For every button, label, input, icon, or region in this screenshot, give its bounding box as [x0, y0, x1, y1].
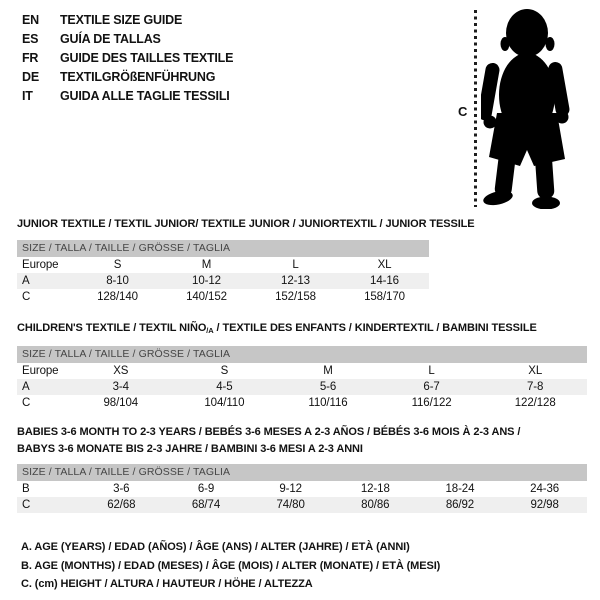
value-cell: 12-18 [360, 483, 390, 495]
value-cell: 9-12 [279, 483, 302, 495]
table-row [17, 379, 587, 395]
value-cell: 122/128 [514, 397, 556, 409]
table-row [17, 363, 587, 379]
value-cell: 128/140 [97, 291, 138, 303]
value-cell: 12-13 [281, 275, 310, 287]
row-label-cell: B [22, 483, 30, 495]
language-list [22, 10, 233, 105]
value-cell: 3-6 [113, 483, 130, 495]
table-row [17, 257, 429, 273]
row-label-cell: C [22, 291, 31, 303]
value-cell: 152/158 [275, 291, 316, 303]
value-cell: S [220, 365, 229, 377]
value-cell: 4-5 [216, 381, 233, 393]
language-code: DE [22, 69, 39, 84]
legend-line-c: C. (cm) HEIGHT / ALTURA / HAUTEUR / HÖHE / ALTEZZA [21, 578, 313, 590]
language-row-es [22, 29, 233, 48]
value-cell: XL [528, 365, 543, 377]
size-header-bar: SIZE / TALLA / TAILLE / GRÖSSE / TAGLIA [17, 346, 587, 363]
babies-title-line1: BABIES 3-6 MONTH TO 2-3 YEARS / BEBÉS 3-6 MESES A 2-3 AÑOS / BÉBÉS 3-6 MOIS À 2-3 ANS / [17, 426, 521, 438]
table-row [17, 497, 587, 513]
value-cell: 80/86 [361, 499, 390, 511]
value-cell: 86/92 [445, 499, 475, 511]
value-cell: L [428, 365, 435, 377]
value-cell: 98/104 [103, 397, 139, 409]
language-code: EN [22, 12, 39, 27]
value-cell: 62/68 [107, 499, 136, 511]
babies-size-table [17, 464, 587, 513]
table-row [17, 273, 429, 289]
value-cell: 68/74 [191, 499, 221, 511]
row-label-cell: A [22, 275, 30, 287]
value-cell: 158/170 [364, 291, 405, 303]
language-code: FR [22, 50, 39, 65]
row-label-cell: C [22, 397, 31, 409]
row-label-cell: Europe [22, 259, 59, 271]
value-cell: 14-16 [370, 275, 399, 287]
legend-line-b: B. AGE (MONTHS) / EDAD (MESES) / ÂGE (MOIS) / ALTER (MONATE) / ETÀ (MESI) [21, 559, 441, 572]
language-row-it [22, 86, 233, 105]
children-title-pre: CHILDREN'S TEXTILE / TEXTIL NIÑO [17, 322, 207, 334]
value-cell: L [292, 259, 299, 271]
value-cell: 140/152 [186, 291, 227, 303]
language-label: GUIDA ALLE TAGLIE TESSILI [60, 88, 230, 103]
row-label-cell: C [22, 499, 31, 511]
language-label: GUÍA DE TALLAS [60, 31, 161, 46]
value-cell: 3-4 [112, 381, 129, 393]
size-header-bar: SIZE / TALLA / TAILLE / GRÖSSE / TAGLIA [17, 240, 429, 257]
value-cell: 74/80 [276, 499, 305, 511]
value-cell: 110/116 [308, 397, 348, 409]
row-label-cell: Europe [22, 365, 59, 377]
baby-silhouette-icon [481, 7, 575, 209]
row-label-cell: A [22, 381, 30, 393]
children-title-sub: /A [206, 326, 214, 335]
value-cell: 104/110 [204, 397, 245, 409]
junior-size-table [17, 240, 429, 305]
babies-title-line2: BABYS 3-6 MONATE BIS 2-3 JAHRE / BAMBINI 3-6 MESI A 2-3 ANNI [17, 443, 363, 455]
height-dashed-line [474, 10, 477, 207]
value-cell: 10-12 [192, 275, 221, 287]
language-code: ES [22, 31, 39, 46]
height-measure-label: C [458, 104, 468, 119]
children-size-table [17, 346, 587, 411]
language-row-de [22, 67, 233, 86]
language-label: TEXTILGRÖßENFÜHRUNG [60, 69, 216, 84]
value-cell: M [201, 259, 212, 271]
value-cell: 116/122 [411, 397, 452, 409]
value-cell: M [323, 365, 333, 377]
value-cell: XL [377, 259, 392, 271]
table-row [17, 395, 587, 411]
children-table-title [17, 320, 537, 339]
size-header-bar: SIZE / TALLA / TAILLE / GRÖSSE / TAGLIA [17, 464, 587, 481]
measure-legend [21, 538, 440, 594]
value-cell: XS [113, 365, 129, 377]
value-cell: S [113, 259, 122, 271]
table-row [17, 289, 429, 305]
language-row-en [22, 10, 233, 29]
value-cell: 24-36 [530, 483, 560, 495]
value-cell: 6-7 [423, 381, 440, 393]
babies-table-title [17, 424, 520, 458]
value-cell: 18-24 [445, 483, 475, 495]
language-row-fr [22, 48, 233, 67]
value-cell: 5-6 [319, 381, 337, 393]
language-label: GUIDE DES TAILLES TEXTILE [60, 50, 234, 65]
language-code: IT [22, 88, 33, 103]
junior-table-title: JUNIOR TEXTILE / TEXTIL JUNIOR/ TEXTILE JUNIOR / JUNIORTEXTIL / JUNIOR TESSILE [17, 218, 475, 230]
value-cell: 6-9 [197, 483, 215, 495]
language-label: TEXTILE SIZE GUIDE [60, 12, 183, 27]
table-row [17, 481, 587, 497]
value-cell: 7-8 [527, 381, 544, 393]
value-cell: 8-10 [106, 275, 129, 287]
value-cell: 92/98 [530, 499, 559, 511]
children-title-post: / TEXTILE DES ENFANTS / KINDERTEXTIL / BAMBINI TESSILE [213, 322, 537, 334]
legend-line-a: A. AGE (YEARS) / EDAD (AÑOS) / ÂGE (ANS) / ALTER (JAHRE) / ETÀ (ANNI) [21, 541, 410, 553]
